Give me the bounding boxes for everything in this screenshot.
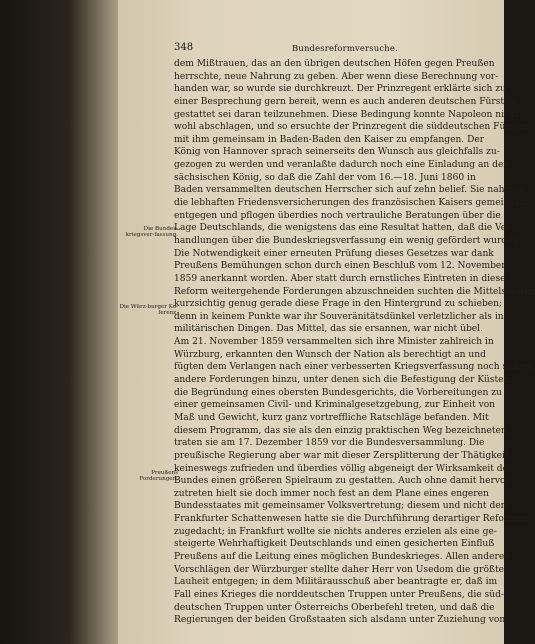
text-line: steigerte Wehrhaftigkeit Deutschlands und einen gesicherten Einfluß bbox=[174, 539, 495, 550]
body-text bbox=[174, 58, 535, 627]
text-line: zutreten hielt sie doch immer noch fest an dem Plane eines engeren bbox=[174, 488, 489, 499]
text-line: Maß und Gewicht, kurz ganz vortreffliche Ratschläge befanden. Mit bbox=[174, 412, 489, 423]
margin-note-wuerzburger-konferenz: Die Würz-burger Ko-ferenz. bbox=[119, 304, 178, 317]
text-line: denn in keinem Punkte war ihr Souveränitätsdünkel verletzlicher als in bbox=[174, 311, 504, 322]
book-page bbox=[118, 0, 535, 644]
text-line: Lauheit entgegen; in dem Militärausschuß aber beantragte er, daß im bbox=[174, 577, 498, 588]
text-line: handen war, so wurde sie durchkreuzt. Der Prinzregent erklärte sich zu bbox=[174, 84, 506, 95]
text-line: zugedacht; in Frankfurt wollte sie nichts anderes erzielen als eine ge- bbox=[174, 526, 497, 537]
text-line: andere Forderungen hinzu, unter denen sich die Befestigung der Küsten, bbox=[174, 375, 513, 386]
margin-note-preussens-forderungen: Preußens Forderungen. bbox=[139, 470, 178, 483]
text-line: entgegen und pflogen überdies noch vertrauliche Beratungen über die bbox=[174, 210, 501, 221]
text-line: Fall eines Krieges die norddeutschen Truppen unter Preußens, die süd- bbox=[174, 589, 504, 600]
text-line: einer gemeinsamen Civil- und Kriminalgesetzgebung, zur Einheit von bbox=[174, 400, 496, 411]
text-line: wohl abschlagen, und so ersuchte der Prinzregent die süddeutschen Fürsten bbox=[174, 122, 530, 133]
text-line: dem Mißtrauen, das an den übrigen deutschen Höfen gegen Preußen bbox=[174, 59, 495, 69]
text-line: deutschen Truppen unter Österreichs Oberbefehl treten, und daß die bbox=[174, 602, 495, 613]
text-line: Bundesstaates mit gemeinsamer Volksvertretung; diesem und nicht dem bbox=[174, 501, 510, 512]
text-line: diesem Programm, das sie als den einzig praktischen Weg bezeichneten, bbox=[174, 425, 510, 436]
text-line: Regierungen der beiden Großstaaten sich alsdann unter Zuziehung von bbox=[174, 615, 506, 626]
text-line: gestattet sei daran teilzunehmen. Diese Bedingung konnte Napoleon nicht bbox=[174, 109, 519, 120]
text-line: Vorschlägen der Würzburger stellte daher Herr von Usedom die größte bbox=[174, 564, 505, 575]
text-line: 1859 anerkannt worden. Aber statt durch ernstliches Eintreten in diese bbox=[174, 273, 506, 284]
text-line: Am 21. November 1859 versammelten sich ihre Minister zahlreich in bbox=[174, 337, 494, 348]
text-line: Lage Deutschlands, die wenigstens das eine Resultat hatten, daß die Ver- bbox=[174, 223, 514, 234]
text-line: die Begründung eines obersten Bundesgerichts, die Vorbereitungen zu bbox=[174, 387, 502, 398]
text-line: sächsischen König, so daß die Zahl der vom 16.—18. Juni 1860 in bbox=[174, 172, 476, 183]
text-line: Baden versammelten deutschen Herrscher sich auf zehn belief. Sie nahmen bbox=[174, 185, 525, 196]
text-line: Würzburg, erkannten den Wunsch der Nation als berechtigt an und bbox=[174, 349, 486, 360]
text-line: König von Hannover sprach seinerseits den Wunsch aus gleichfalls zu- bbox=[174, 147, 500, 158]
page-header bbox=[174, 42, 490, 56]
margin-note-bundeskriegsverfassung: Die Bundes-kriegsver-fassung. bbox=[125, 226, 178, 239]
text-line: Preußens auf die Leitung eines möglichen Bundeskrieges. Allen anderen bbox=[174, 551, 511, 562]
text-line: militärischen Dingen. Das Mittel, das sie ersannen, war nicht übel. bbox=[174, 324, 483, 335]
text-line: Bundes einen größeren Spielraum zu gestatten. Auch ohne damit hervor- bbox=[174, 476, 513, 487]
text-line: traten sie am 17. Dezember 1859 vor die Bundesversammlung. Die bbox=[174, 438, 485, 449]
text-line: mit ihm gemeinsam in Baden-Baden den Kaiser zu empfangen. Der bbox=[174, 134, 485, 145]
text-line: fügten dem Verlangen nach einer verbesserten Kriegsverfassung noch sieben bbox=[174, 362, 533, 373]
text-line: die lebhaften Friedensversicherungen des französischen Kaisers gemeinsam bbox=[174, 198, 529, 209]
text-line: herrschte, neue Nahrung zu geben. Aber wenn diese Berechnung vor- bbox=[174, 71, 499, 82]
text-line: preußische Regierung aber war mit dieser Zersplitterung der Thätigkeit bbox=[174, 450, 509, 461]
text-line: Die Notwendigkeit einer erneuten Prüfung dieses Gesetzes war dank bbox=[174, 248, 494, 259]
page-number: 348 bbox=[174, 42, 194, 53]
book-spine-shadow bbox=[0, 0, 126, 644]
running-title: Bundesreformversuche. bbox=[292, 43, 398, 53]
text-line: kurzsichtig genug gerade diese Frage in den Hintergrund zu schieben; bbox=[174, 299, 503, 310]
text-line: Reform weitergehende Forderungen abzuschneiden suchten die Mittelstaaten bbox=[174, 286, 535, 297]
text-line: keineswegs zufrieden und überdies völlig abgeneigt der Wirksamkeit des bbox=[174, 463, 513, 474]
text-line: gezogen zu werden und veranlaßte dadurch noch eine Einladung an den bbox=[174, 160, 510, 171]
text-line: einer Besprechung gern bereit, wenn es auch anderen deutschen Fürsten bbox=[174, 96, 516, 107]
text-line: Frankfurter Schattenwesen hatte sie die Durchführung derartiger Reformen bbox=[174, 514, 529, 525]
text-line: handlungen über die Bundeskriegsverfassung ein wenig gefördert wurden. bbox=[174, 235, 522, 246]
text-line: Preußens Bemühungen schon durch einen Beschluß vom 12. November bbox=[174, 261, 506, 272]
